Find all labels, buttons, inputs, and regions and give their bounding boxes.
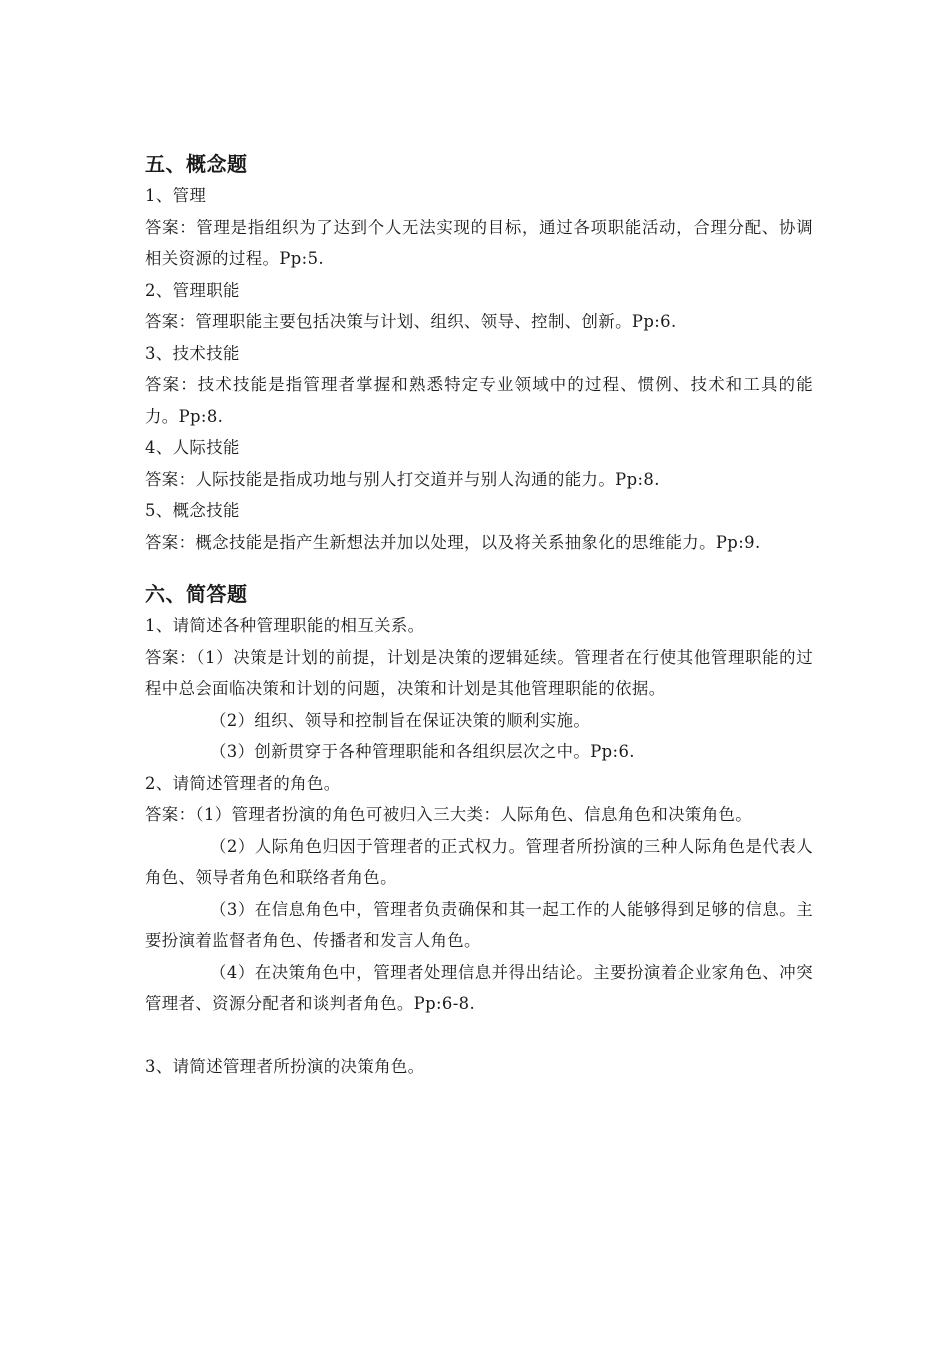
short-answer-1: 答案：（1）决策是计划的前提，计划是决策的逻辑延续。管理者在行使其他管理职能的过程中总会面临决策和计划的问题，决策和计划是其他管理职能的依据。 <box>145 647 813 698</box>
short-answer-1-point: （2）组织、领导和控制旨在保证决策的顺利实施。 <box>210 710 591 730</box>
short-question-1: 1、请简述各种管理职能的相互关系。 <box>145 616 425 635</box>
answer-2: 答案：管理职能主要包括决策与计划、组织、领导、控制、创新。Pp:6. <box>145 312 677 331</box>
question-3: 3、技术技能 <box>145 343 240 363</box>
short-answer-2-point: （4）在决策角色中，管理者处理信息并得出结论。主要扮演着企业家角色、冲突管理者、资源分配者和谈判者角色。Pp:6-8. <box>145 962 813 1013</box>
question-2: 2、管理职能 <box>145 280 240 300</box>
question-5: 5、概念技能 <box>145 501 240 520</box>
short-answer-2-point: （3）在信息角色中，管理者负责确保和其一起工作的人能够得到足够的信息。主要扮演着监督者角色、传播者和发言人角色。 <box>145 899 813 950</box>
answer-4: 答案：人际技能是指成功地与别人打交道并与别人沟通的能力。Pp:8. <box>145 469 660 489</box>
short-answer-2-point: （2）人际角色归因于管理者的正式权力。管理者所扮演的三种人际角色是代表人角色、领导者角色和联络者角色。 <box>145 836 813 887</box>
document-content <box>145 148 813 1083</box>
short-answer-2: 答案：（1）管理者扮演的角色可被归入三大类：人际角色、信息角色和决策角色。 <box>145 805 753 824</box>
question-1: 1、管理 <box>145 186 207 205</box>
answer-1: 答案：管理是指组织为了达到个人无法实现的目标，通过各项职能活动，合理分配、协调相关资源的过程。Pp:5. <box>145 217 813 268</box>
blank-line <box>145 1020 813 1052</box>
short-question-2: 2、请简述管理者的角色。 <box>145 773 341 793</box>
question-4: 4、人际技能 <box>145 438 240 457</box>
section-heading-concepts: 五、概念题 <box>145 152 248 176</box>
short-answer-1-point: （3）创新贯穿于各种管理职能和各组织层次之中。Pp:6. <box>210 742 635 761</box>
section-heading-short-answer: 六、简答题 <box>145 582 248 606</box>
answer-5: 答案：概念技能是指产生新想法并加以处理，以及将关系抽象化的思维能力。Pp:9. <box>145 532 761 552</box>
section-spacer <box>145 558 813 578</box>
answer-3: 答案：技术技能是指管理者掌握和熟悉特定专业领域中的过程、惯例、技术和工具的能力。Pp:8. <box>145 375 813 426</box>
short-question-3: 3、请简述管理者所扮演的决策角色。 <box>145 1057 425 1076</box>
